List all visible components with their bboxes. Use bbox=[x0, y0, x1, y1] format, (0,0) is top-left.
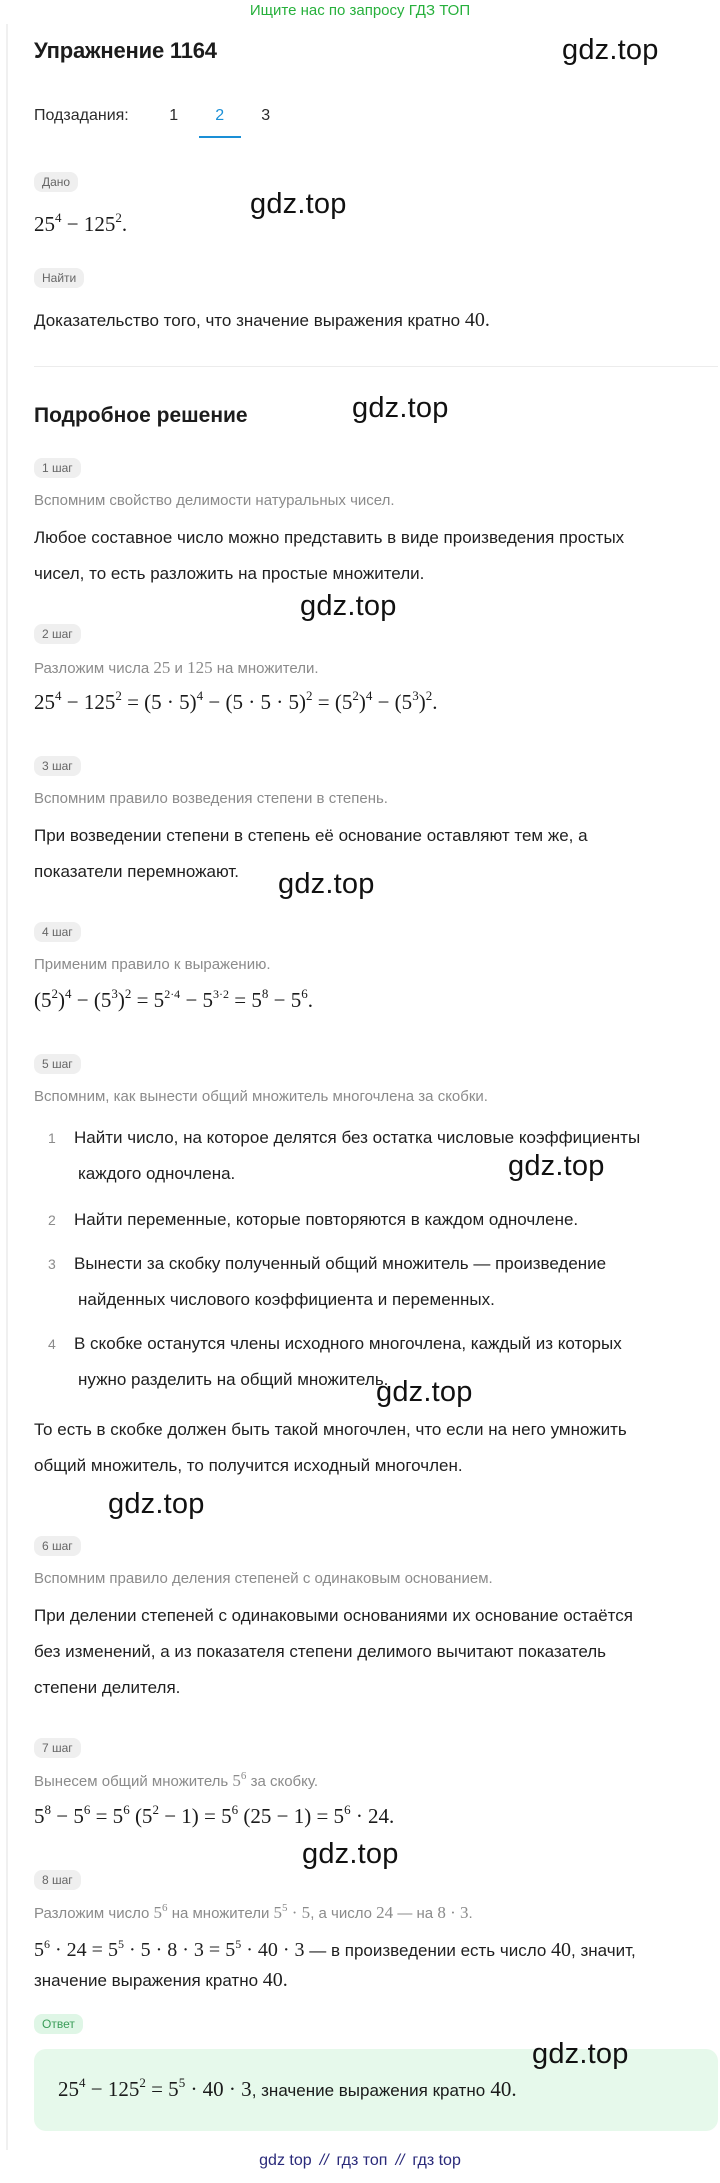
step-8-hint-b: на множители bbox=[171, 1905, 270, 1922]
step-2-hint-and: и bbox=[174, 660, 183, 677]
watermark: gdz.top bbox=[508, 1150, 605, 1182]
watermark: gdz.top bbox=[376, 1376, 473, 1408]
step-3-tag: 3 шаг bbox=[34, 756, 81, 776]
step-8-hint-c: , а число bbox=[310, 1905, 372, 1922]
step-3-line-2: показатели перемножают. bbox=[34, 862, 239, 881]
footer-separator: // bbox=[395, 2152, 405, 2169]
step-5-tag: 5 шаг bbox=[34, 1054, 81, 1074]
list-item-line-1: Вынести за скобку полученный общий множитель — произведение bbox=[74, 1254, 607, 1273]
list-item-line-2: каждого одночлена. bbox=[78, 1164, 236, 1183]
step-4-hint: Применим правило к выражению. bbox=[34, 956, 271, 973]
step-8-text-a: — в произведении есть число bbox=[309, 1941, 547, 1960]
step-7-hint-factor: $5^6$ bbox=[232, 1770, 247, 1790]
watermark: gdz.top bbox=[532, 2038, 629, 2070]
answer-text: $25^4 - 125^2 = 5^5 \cdot 40 \cdot 3$, значение выражения кратно 40. bbox=[58, 2075, 517, 2101]
step-2-hint-b: на множители. bbox=[216, 660, 319, 677]
step-8-line-2 bbox=[34, 1962, 288, 1999]
step-8-hint: Разложим число $5^6$ на множители $5^5 \cdot 5$, а число 24 — на 8 · 3. bbox=[34, 1902, 473, 1922]
step-3-hint: Вспомним правило возведения степени в степень. bbox=[34, 790, 388, 807]
list-item-line-2: найденных числового коэффициента и переменных. bbox=[78, 1290, 495, 1309]
subtasks-bar bbox=[34, 94, 289, 138]
list-item-number: 3 bbox=[48, 1256, 56, 1272]
step-2-hint-num-2: 125 bbox=[187, 658, 213, 677]
top-banner[interactable]: Ищите нас по запросу ГДЗ ТОП bbox=[249, 2, 471, 19]
footer-link-gdz-top[interactable]: gdz top bbox=[259, 2152, 312, 2169]
footer-separator: // bbox=[319, 2152, 329, 2169]
step-2-hint-num-1: 25 bbox=[153, 658, 171, 677]
step-1-line-2: чисел, то есть разложить на простые множители. bbox=[34, 564, 425, 583]
step-8-formula: $5^6 \cdot 24 = 5^5 \cdot 5 \cdot 8 \cdot 3 = 5^5 \cdot 40 \cdot 3$ bbox=[34, 1937, 305, 1961]
step-8-hint-a: Разложим число bbox=[34, 1905, 150, 1922]
step-7-hint bbox=[34, 1770, 318, 1791]
step-5-after-line-1: То есть в скобке должен быть такой многочлен, что если на него умножить bbox=[34, 1420, 627, 1439]
section-divider bbox=[34, 366, 718, 367]
step-8-line-2-text: значение выражения кратно bbox=[34, 1971, 259, 1990]
watermark: gdz.top bbox=[352, 392, 449, 424]
list-item-line-1: В скобке останутся члены исходного многочлена, каждый из которых bbox=[74, 1334, 622, 1353]
find-tag: Найти bbox=[34, 268, 84, 288]
step-8-hint-24: 24 bbox=[376, 1903, 394, 1922]
step-7-formula: $5^8 - 5^6 = 5^6$ $(5^2 - 1) = 5^6$ $(25 - 1) = 5^6 \cdot 24$. bbox=[34, 1802, 395, 1828]
step-8-tag: 8 шаг bbox=[34, 1870, 81, 1890]
list-item-number: 2 bbox=[48, 1212, 56, 1228]
step-1-hint: Вспомним свойство делимости натуральных чисел. bbox=[34, 492, 395, 509]
list-item-line-2: нужно разделить на общий множитель. bbox=[78, 1370, 389, 1389]
step-8-hint-d: — на bbox=[397, 1905, 434, 1922]
step-3-line-1: При возведении степени в степень её основание оставляют тем же, а bbox=[34, 826, 588, 845]
exercise-card bbox=[6, 24, 718, 2150]
find-number: 40. bbox=[464, 309, 490, 331]
tab-subtask-3[interactable]: 3 bbox=[261, 107, 271, 124]
watermark: gdz.top bbox=[278, 868, 375, 900]
list-item-number: 1 bbox=[48, 1130, 56, 1146]
step-6-line-3: степени делителя. bbox=[34, 1678, 181, 1697]
list-item-text bbox=[74, 1202, 578, 1238]
step-6-line-2: без изменений, а из показателя степени делимого вычитают показатель bbox=[34, 1642, 606, 1661]
step-4-formula: $(5^2)^4 - (5^3)^2 = 5^{2\cdot 4} - 5^{3\cdot 2} = 5^8 - 5^6$. bbox=[34, 986, 313, 1012]
step-5-after-line-2: общий множитель, то получится исходный многочлен. bbox=[34, 1456, 463, 1475]
step-8-hint-factors-2: 8 · 3 bbox=[437, 1903, 469, 1922]
step-8-hint-num: $5^6$ bbox=[153, 1902, 168, 1922]
find-text-label: Доказательство того, что значение выражения кратно bbox=[34, 311, 461, 330]
step-2-tag: 2 шаг bbox=[34, 624, 81, 644]
step-6-line-1: При делении степеней с одинаковыми основаниями их основание остаётся bbox=[34, 1606, 633, 1625]
footer-link-gdz-top-mixed[interactable]: гдз top bbox=[412, 2152, 461, 2169]
answer-tag: Ответ bbox=[34, 2014, 83, 2034]
step-7-hint-b: за скобку. bbox=[250, 1773, 319, 1790]
step-6-tag: 6 шаг bbox=[34, 1536, 81, 1556]
list-item-text bbox=[74, 1326, 622, 1398]
step-2-formula: $25^4 - 125^2 = (5 \cdot 5)^4 - (5 \cdot 5 \cdot 5)^2 = (5^2)^4 - (5^3)^2$. bbox=[34, 688, 438, 714]
step-8-text-b: , значит, bbox=[571, 1941, 636, 1960]
step-1-tag: 1 шаг bbox=[34, 458, 81, 478]
step-6-hint: Вспомним правило деления степеней с одинаковым основанием. bbox=[34, 1570, 493, 1587]
list-item-line-1: Найти число, на которое делятся без остатка числовые коэффициенты bbox=[74, 1128, 641, 1147]
watermark: gdz.top bbox=[300, 590, 397, 622]
page-title: Упражнение 1164 bbox=[34, 38, 217, 63]
step-4-tag: 4 шаг bbox=[34, 922, 81, 942]
subtasks-label: Подзадания: bbox=[34, 107, 129, 124]
step-7-hint-a: Вынесем общий множитель bbox=[34, 1773, 229, 1790]
step-8-hint-factors: $5^5 \cdot 5$ bbox=[273, 1902, 311, 1922]
footer-links bbox=[0, 2152, 720, 2170]
step-8-line-2-number: 40. bbox=[262, 1969, 288, 1991]
watermark: gdz.top bbox=[250, 188, 347, 220]
find-text bbox=[34, 302, 490, 339]
watermark: gdz.top bbox=[562, 34, 659, 66]
step-8-number-40: 40 bbox=[551, 1939, 572, 1961]
given-expression: $25^4 - 125^2$. bbox=[34, 210, 128, 236]
step-7-tag: 7 шаг bbox=[34, 1738, 81, 1758]
answer-text-label: , значение выражения кратно bbox=[251, 2081, 486, 2100]
step-2-hint bbox=[34, 658, 319, 678]
watermark: gdz.top bbox=[108, 1488, 205, 1520]
list-item-text bbox=[74, 1246, 606, 1318]
given-tag: Дано bbox=[34, 172, 78, 192]
step-1-line-1: Любое составное число можно представить в виде произведения простых bbox=[34, 528, 625, 547]
list-item-number: 4 bbox=[48, 1336, 56, 1352]
step-2-hint-a: Разложим числа bbox=[34, 660, 150, 677]
tab-subtask-1[interactable]: 1 bbox=[169, 107, 179, 124]
tab-subtask-2[interactable]: 2 bbox=[197, 94, 243, 138]
step-5-hint: Вспомним, как вынести общий множитель многочлена за скобки. bbox=[34, 1088, 488, 1105]
list-item-line-1: Найти переменные, которые повторяются в каждом одночлене. bbox=[74, 1210, 579, 1229]
footer-link-gdz-top-ru[interactable]: гдз топ bbox=[336, 2152, 388, 2169]
solution-title: Подробное решение bbox=[34, 404, 248, 427]
watermark: gdz.top bbox=[302, 1838, 399, 1870]
